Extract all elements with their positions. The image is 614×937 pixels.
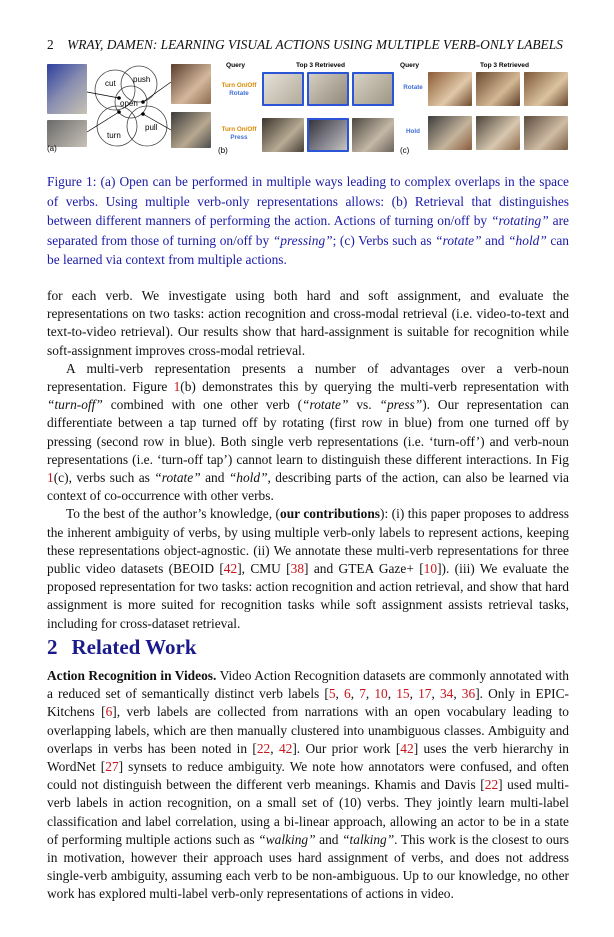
citation-link[interactable]: 7	[359, 686, 366, 702]
query-label: Hold	[406, 128, 420, 135]
figure-panel-b	[218, 62, 394, 158]
citation-link[interactable]: 5	[328, 686, 336, 702]
paragraph: Action Recognition in Videos. Video Action Recognition datasets are commonly annotated with a reduced set of semantically distinct verb labels [5, 6, 7, 10, 15, 17, 34, 36]. Only in EPIC-Kitchens [6], verb labels are collected from narrations with an open vocabulary leading to overlapping labels, which are then manually clustered into unambiguous classes. Ambiguity and overlaps in verbs has been noted in [22, 42]. Our prior work [42] uses the verb hierarchy in WordNet [27] synsets to reduce ambiguity. We note how annotators were confused, and often could not distinguish between the different verb meanings. Khamis and Davis [22] used multi-verb labels in action recognition, on a small set of (10) verbs. They jointly learn multi-label classification and label correlation, using a bi-linear approach, allowing an actor to be in a state of performing multiple actions such as “walking” and “talking”. This work is the closest to ours in motivation, however their approach uses hard assignment of verbs, and does not address single-verb ambiguity, assuming each verb to be non-ambiguous. Up to our knowledge, no other work has explored multi-label verb-only representations of actions in video.	[47, 668, 570, 902]
citation-link[interactable]: 27	[105, 759, 119, 775]
figure-panel-a	[47, 62, 212, 152]
body-text	[47, 287, 569, 633]
figure-link[interactable]: 1	[173, 379, 181, 395]
paragraph-text: “rotate”	[302, 397, 349, 413]
running-header	[47, 37, 569, 53]
paragraph-text: “talking”	[342, 831, 395, 847]
paragraph-text: . This work is the closest to ours in motivation, however their approach uses hard assignment of verbs, and does not address single-verb ambiguity, assuming each verb to be non-ambiguous. Up to our knowledge, no other work has explored multi-label verb-only representations of actions in video.	[47, 831, 569, 902]
query-header: Query	[400, 62, 420, 69]
figure-panel-c	[400, 62, 569, 158]
verb-venn-diagram	[47, 62, 212, 152]
query-sublabel: Rotate	[229, 90, 249, 97]
panel-label: (b)	[218, 146, 228, 155]
retrieved-thumbnail	[428, 72, 472, 106]
citation-link[interactable]: 42	[400, 740, 414, 756]
citation-link[interactable]: 22	[484, 777, 499, 793]
paragraph-text: “hold”	[228, 470, 268, 486]
query-label: Turn On/Off	[221, 82, 257, 89]
retrieved-thumbnail	[524, 72, 568, 106]
citation-link[interactable]: 38	[290, 561, 305, 577]
paragraph	[47, 505, 569, 632]
retrieved-thumbnail	[262, 72, 304, 106]
retrieved-thumbnail	[307, 118, 349, 152]
paragraph-text: and	[200, 470, 229, 486]
panel-label: (c)	[400, 146, 410, 155]
paragraph-text: ]. Our prior work [	[292, 740, 401, 756]
paragraph	[47, 360, 569, 506]
citation-link[interactable]: 6	[344, 686, 351, 702]
citation-link[interactable]: 15	[396, 686, 410, 702]
caption-text: are separated from those of turning on/off by	[47, 213, 569, 248]
citation-link[interactable]: 6	[105, 704, 113, 720]
query-sublabel: Press	[230, 134, 248, 141]
caption-text: “hold”	[508, 232, 547, 248]
caption-text: “rotating”	[491, 213, 549, 228]
paragraph-text: ]). (iii) We evaluate the proposed representation for two tasks: action recognition and action retrieval, and show that hard assignment is more suited for recognition tasks while soft assignment assists retrieval tasks, including for cross-dataset retrieval.	[47, 561, 569, 631]
verb-label: open	[120, 99, 138, 108]
retrieved-thumbnail	[524, 116, 568, 150]
retrieved-header: Top 3 Retrieved	[296, 62, 345, 69]
citation-link[interactable]: 42	[223, 561, 238, 577]
query-header: Query	[226, 62, 246, 69]
paragraph-text: Video Action Recognition datasets are commonly annotated with a reduced set of semantically distinct verb labels [	[47, 668, 569, 702]
related-work-text	[47, 667, 569, 904]
caption-text: Figure 1: (a) Open can be performed in multiple ways leading to complex overlaps in the space of verbs. Using multiple verb-only representations allows: (b) Retrieval that distinguishes between different manners of performing the action. Actions of turning on/off by	[47, 174, 569, 228]
retrieved-header: Top 3 Retrieved	[480, 62, 529, 69]
paragraph-text: ): (i) this paper proposes to address the inherent ambiguity of verbs, by using multiple verb-only labels to represent actions, keeping these representations object-agnostic. (ii) We annotate these multi-verb representations for three public video datasets (BEOID [	[47, 506, 570, 577]
panel-label: (a)	[47, 144, 57, 153]
section-title: Related Work	[71, 635, 197, 659]
paragraph-text: A multi-verb representation presents a number of advantages over a verb-noun representation. Figure	[47, 360, 569, 395]
paragraph-text: ] and GTEA Gaze+ [	[304, 561, 424, 577]
paragraph-text: “walking”	[258, 831, 316, 847]
verb-label: turn	[107, 131, 121, 140]
paragraph-text: ] synsets to reduce ambiguity. We note how annotators were confused, and often could not distinguish between the different verb meanings. Khamis and Davis [	[47, 759, 569, 793]
figure-1	[47, 62, 569, 158]
retrieved-thumbnail	[476, 72, 520, 106]
paragraph-text: combined with one other verb (	[102, 397, 303, 413]
paragraph	[47, 287, 569, 360]
figure-caption	[47, 172, 569, 270]
paragraph-text: ], CMU [	[237, 561, 291, 577]
paragraph-text: for each verb. We investigate using both hard and soft assignment, and evaluate the representations on two tasks: action recognition and cross-modal retrieval (i.e. video-to-text and text-to-video retrieval). Our results show that hard-assignment is suitable for recognition while soft-assignment improves cross-modal retrieval.	[47, 288, 569, 358]
caption-text: “pressing”	[272, 232, 333, 248]
paragraph-heading: Action Recognition in Videos.	[47, 668, 217, 683]
citation-link[interactable]: 22	[256, 740, 271, 756]
paragraph-text: (c), verbs such as	[53, 470, 155, 486]
citation-link[interactable]: 36	[461, 686, 476, 702]
retrieved-thumbnail	[307, 72, 349, 106]
citation-link[interactable]: 17	[418, 686, 432, 702]
paragraph-text: (b) demonstrates this by querying the multi-verb representation with	[180, 379, 569, 395]
citation-link[interactable]: 34	[439, 686, 454, 702]
retrieved-thumbnail	[262, 118, 304, 152]
caption-text: “rotate”	[435, 232, 482, 248]
paragraph-text: “turn-off”	[47, 397, 103, 413]
caption-text: and	[481, 232, 509, 248]
verb-label: pull	[145, 123, 158, 132]
retrieved-thumbnail	[352, 118, 394, 152]
page-number: 2	[47, 37, 54, 52]
paragraph-text: ] used multi-verb labels in action recognition, on a small set of (10) verbs. They jointly learn multi-label classification and label correlation, using a bi-linear approach, allowing an actor to be in a state of performing multiple actions such as	[47, 777, 569, 847]
query-label: Turn On/Off	[221, 126, 257, 133]
paragraph-text: To the best of the author’s knowledge, (	[66, 506, 281, 522]
paragraph-text: ] uses the verb hierarchy in WordNet [	[47, 740, 569, 775]
paragraph-text: ]. Only in EPIC-Kitchens [	[47, 686, 570, 720]
retrieved-thumbnail	[476, 116, 520, 150]
paragraph-text: “rotate”	[154, 470, 201, 486]
verb-label: push	[133, 75, 151, 84]
query-label: Rotate	[403, 84, 423, 91]
citation-link[interactable]: 10	[374, 686, 388, 702]
section-number: 2	[47, 635, 58, 659]
running-title: WRAY, DAMEN: LEARNING VISUAL ACTIONS USING MULTIPLE VERB-ONLY LABELS	[67, 37, 563, 52]
retrieved-thumbnail	[352, 72, 394, 106]
citation-link[interactable]: 10	[423, 561, 438, 577]
retrieved-thumbnail	[428, 116, 472, 150]
verb-label: cut	[105, 79, 116, 88]
paragraph-text: , describing parts of the action, can also be learned via context of co-occurrence with other verbs.	[47, 470, 569, 504]
caption-text: ; (c) Verbs such as	[332, 232, 436, 248]
figure-link[interactable]: 1	[47, 470, 54, 486]
paragraph-text: ], verb labels are collected from narrations with an open vocabulary leading to overlapping labels, which are then manually clustered into unambiguous classes. Ambiguity and overlaps in verbs has been noted in [	[47, 704, 569, 756]
paragraph-text: our contributions	[280, 506, 380, 522]
section-heading	[47, 635, 197, 660]
paragraph-text: ). Our representation can differentiate between a tap turned off by rotating (first row in blue) from one turned off by pressing (second row in blue). Both single verb representations (i.e. ‘turn-off’) and verb-noun representations (i.e. ‘turn-off tap’) cannot learn to distinguish these different interactions. In Fig	[47, 397, 569, 467]
caption-text: can be learned via context from multiple actions.	[47, 232, 570, 267]
paragraph-text: “press”	[379, 397, 423, 413]
citation-link[interactable]: 42	[278, 740, 293, 756]
paragraph-text: vs.	[348, 397, 380, 413]
paragraph-text: and	[315, 831, 343, 847]
